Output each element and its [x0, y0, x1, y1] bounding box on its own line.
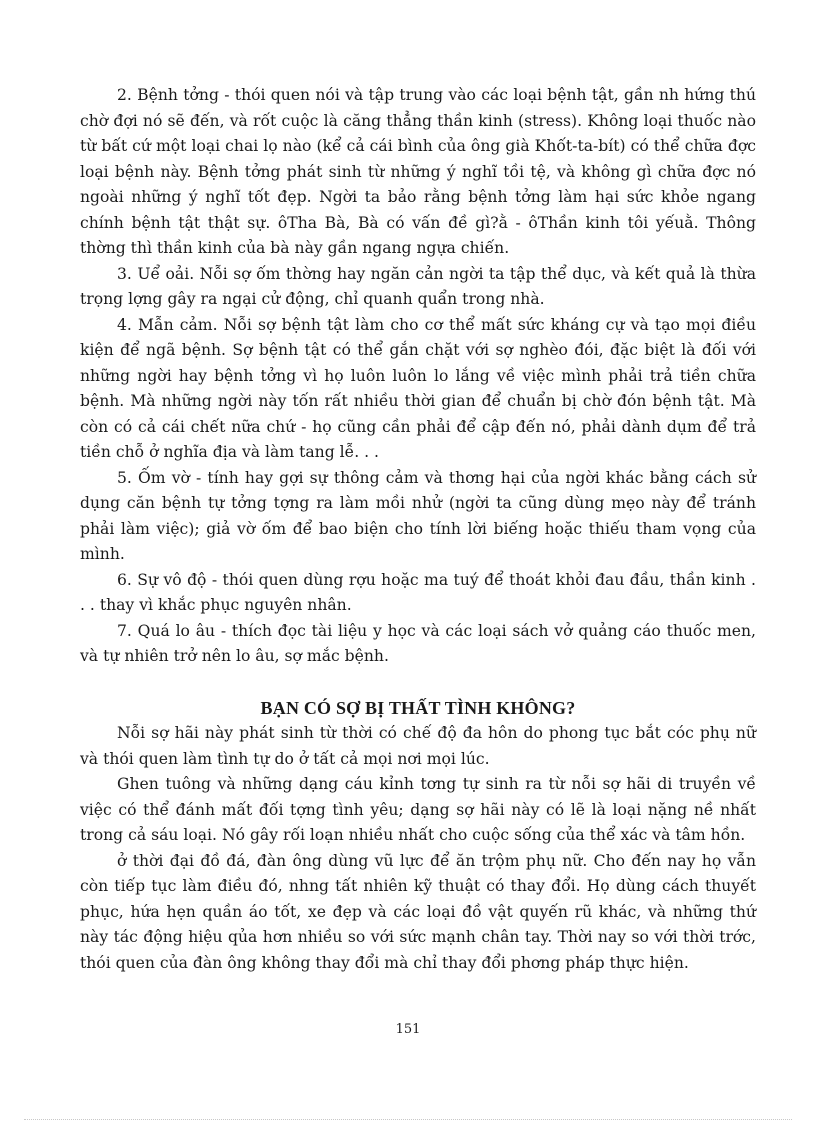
page-bottom-divider — [24, 1119, 792, 1120]
section-paragraph-2: Ghen tuông và những dạng cáu kỉnh tơng tự sinh ra từ nỗi sợ hãi di truyền về việc có thể đánh mất đối tợng tình yêu; dạng sợ hãi này có lẽ là loại nặng nề nhất trong cả sáu loại. Nó gây rối loạn nhiều nhất cho cuộc sống của thể xác và tâm hồn. — [80, 775, 756, 844]
list-item-4: 4. Mẫn cảm. Nỗi sợ bệnh tật làm cho cơ thể mất sức kháng cự và tạo mọi điều kiện để ngã bệnh. Sợ bệnh tật có thể gắn chặt với sợ nghèo đói, đặc biệt là đối với những ngời hay bệnh tởng vì họ luôn luôn lo lắng về việc mình phải trả tiền chữa bệnh. Mà những ngời này tốn rất nhiều thời gian để chuẩn bị chờ đón bệnh tật. Mà còn có cả cái chết nữa chứ - họ cũng cần phải để cập đến nó, phải dành dụm để trả tiền chỗ ở nghĩa địa và làm tang lễ. . . — [80, 315, 756, 461]
page-number: 151 — [395, 1022, 421, 1037]
list-item-2: 2. Bệnh tởng - thói quen nói và tập trung vào các loại bệnh tật, gần nh hứng thú chờ đợi nó sẽ đến, và rốt cuộc là căng thẳng thần kinh (stress). Không loại thuốc nào từ bất cứ một loại chai lọ nào (kể cả cái bình của ông già Khốt-ta-bít) có thể chữa đợc loại bệnh này. Bệnh tởng phát sinh từ những ý nghĩ tồi tệ, và không gì chữa đợc nó ngoài những ý nghĩ tốt đẹp. Ngời ta bảo rằng bệnh tởng làm hại sức khỏe ngang chính bệnh tật thật sự. ôTha Bà, Bà có vấn đề gì?ằ - ôThần kinh tôi yếuằ. Thông thờng thì thần kinh của bà này gần ngang ngựa chiến. — [80, 86, 756, 257]
list-item-6: 6. Sự vô độ - thói quen dùng rợu hoặc ma tuý để thoát khỏi đau đầu, thần kinh . . . thay vì khắc phục nguyên nhân. — [80, 570, 756, 614]
list-item-5: 5. Ốm vờ - tính hay gợi sự thông cảm và thơng hại của ngời khác bằng cách sử dụng căn bệnh tự tởng tợng ra làm mồi nhử (ngời ta cũng dùng mẹo này để tránh phải làm việc); giả vờ ốm để bao biện cho tính lời biếng hoặc thiếu tham vọng của mình. — [80, 468, 756, 563]
section-heading: BẠN CÓ SỢ BỊ THẤT TÌNH KHÔNG? — [260, 697, 576, 718]
page-body — [80, 83, 756, 976]
list-item-7: 7. Quá lo âu - thích đọc tài liệu y học và các loại sách vở quảng cáo thuốc men, và tự nhiên trở nên lo âu, sợ mắc bệnh. — [80, 621, 756, 665]
list-item-3: 3. Uể oải. Nỗi sợ ốm thờng hay ngăn cản ngời ta tập thể dục, và kết quả là thừa trọng lợng gây ra ngại cử động, chỉ quanh quẩn trong nhà. — [80, 264, 756, 308]
section-paragraph-1: Nỗi sợ hãi này phát sinh từ thời có chế độ đa hôn do phong tục bắt cóc phụ nữ và thói quen làm tình tự do ở tất cả mọi nơi mọi lúc. — [80, 724, 756, 768]
section-paragraph-3: ở thời đại đồ đá, đàn ông dùng vũ lực để ăn trộm phụ nữ. Cho đến nay họ vẫn còn tiếp tục làm điều đó, nhng tất nhiên kỹ thuật có thay đổi. Họ dùng cách thuyết phục, hứa hẹn quần áo tốt, xe đẹp và các loại đồ vật quyến rũ khác, và những thứ này tác động hiệu qủa hơn nhiều so với sức mạnh chân tay. Thời nay so với thời trớc, thói quen của đàn ông không thay đổi mà chỉ thay đổi phơng pháp thực hiện. — [80, 851, 756, 972]
